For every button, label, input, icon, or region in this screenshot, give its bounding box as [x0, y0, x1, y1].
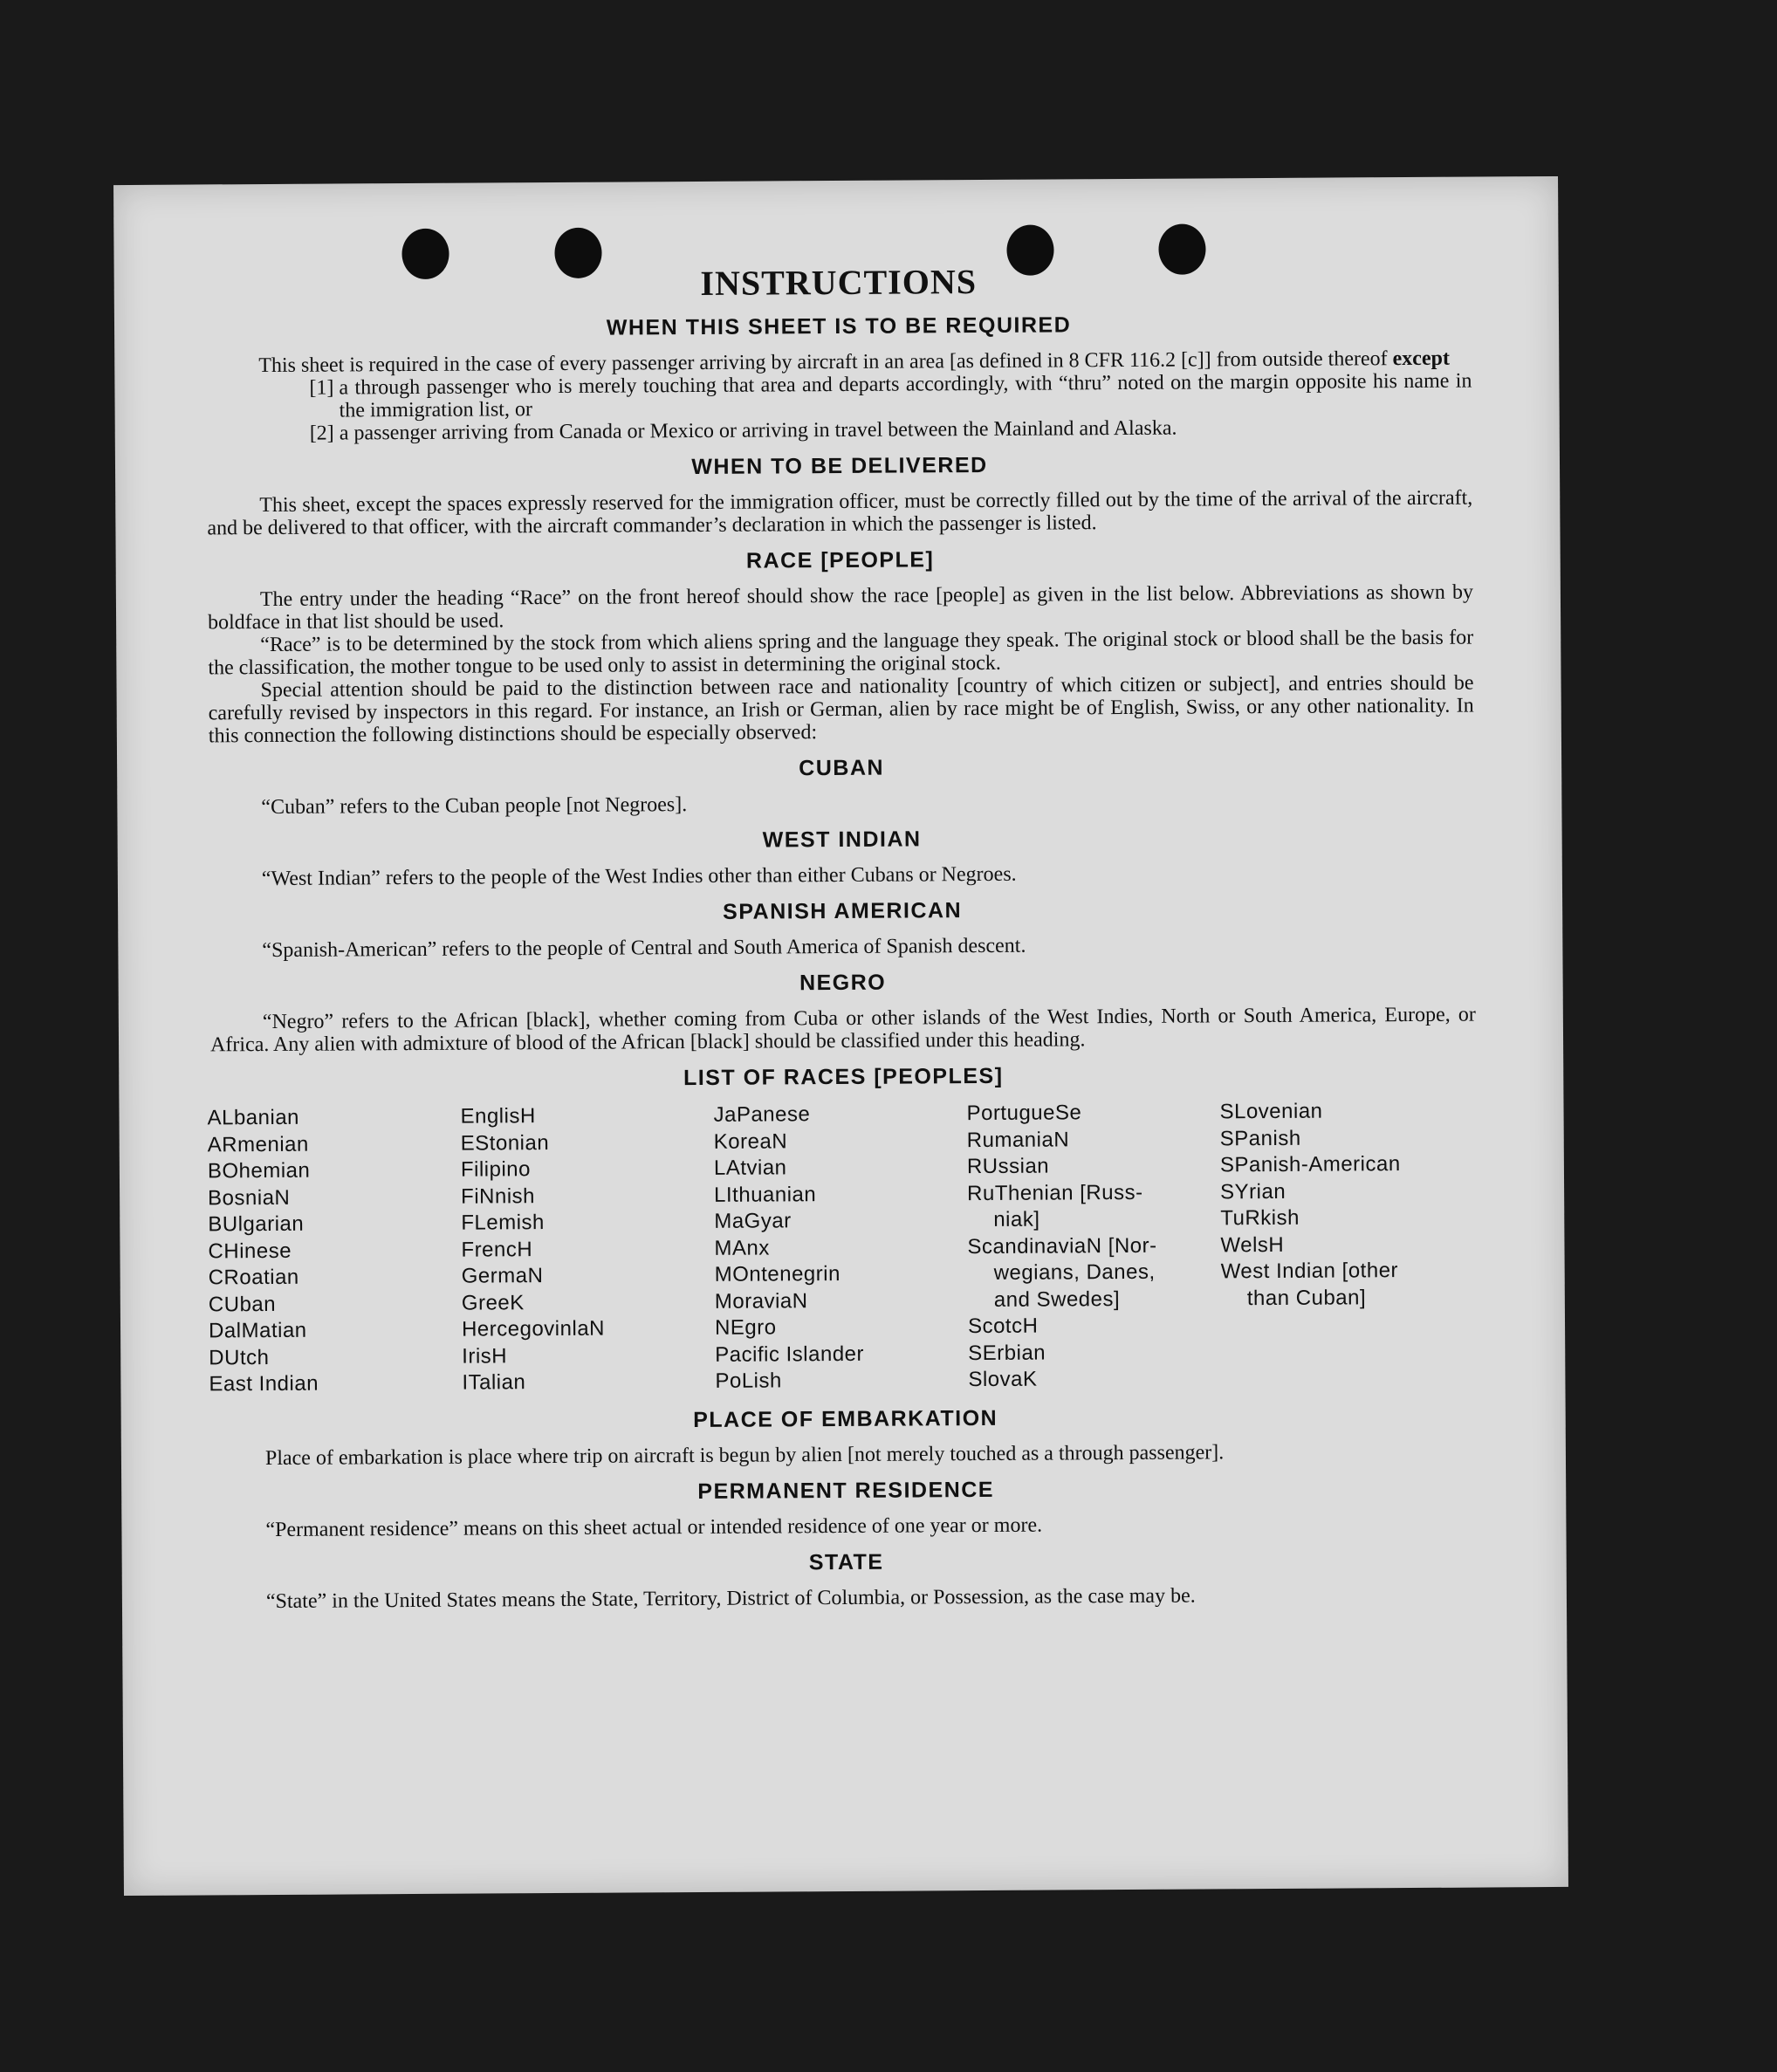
exception-item-2: [2] a passenger arriving from Canada or Mexico or arriving in travel between the Mainland and Alaska. — [309, 416, 1177, 445]
page-title: INSTRUCTIONS — [700, 262, 978, 303]
section-heading-list-of-races: LIST OF RACES [PEOPLES] — [683, 1063, 1004, 1091]
race-entry: ALbanian — [207, 1105, 300, 1130]
race-entry: LAtvian — [713, 1156, 787, 1180]
race-entry: BUlgarian — [208, 1211, 305, 1237]
races-column — [1219, 1098, 1474, 1392]
races-list — [207, 1098, 1478, 1398]
race-entry: MOntenegrin — [714, 1262, 840, 1286]
race-entry: PoLish — [715, 1369, 782, 1393]
race-entry: SLovenian — [1219, 1099, 1323, 1124]
section-heading-when-required: WHEN THIS SHEET IS TO BE REQUIRED — [606, 312, 1072, 340]
race-entry: MoraviaN — [714, 1288, 808, 1314]
race-entry: than Cuban] — [1246, 1285, 1367, 1310]
race-entry: LIthuanian — [714, 1182, 817, 1207]
section-heading-spanish-american: SPANISH AMERICAN — [723, 898, 963, 924]
section-heading-negro: NEGRO — [799, 970, 887, 996]
race-entry: CRoatian — [208, 1265, 299, 1290]
race-entry: wegians, Danes, — [993, 1259, 1156, 1285]
race-entry: JaPanese — [713, 1102, 811, 1127]
section-heading-cuban: CUBAN — [799, 755, 885, 781]
races-column — [713, 1101, 968, 1395]
when-delivered-text: This sheet, except the spaces expressly reserved for the immigration officer, must be correctly filled out by the time of the arrival of the aircraft, and be delivered to that officer, with the aircraft commander’s declaration in which the passenger is listed. — [207, 486, 1473, 540]
race-entry: Filipino — [460, 1157, 532, 1182]
negro-text: “Negro” refers to the African [black], whether coming from Cuba or other islands of the West Indies, North or South America, Europe, or Africa. Any alien with admixture of blood of the African [black] should be classified under this heading. — [209, 1003, 1476, 1057]
race-entry: ScandinaviaN [Nor- — [967, 1233, 1157, 1259]
race-entry: FiNnish — [461, 1184, 536, 1209]
race-entry: PortugueSe — [966, 1101, 1082, 1126]
section-heading-state: STATE — [808, 1549, 884, 1575]
races-column — [207, 1104, 462, 1398]
race-entry: MaGyar — [714, 1209, 792, 1233]
section-heading-permanent-residence: PERMANENT RESIDENCE — [697, 1477, 995, 1504]
race-entry: RUssian — [966, 1154, 1050, 1179]
spanish-american-text: “Spanish-American” refers to the people of Central and South America of Spanish descent. — [262, 934, 1026, 963]
race-entry: SErbian — [968, 1341, 1046, 1365]
instructions-content — [206, 260, 1479, 1613]
exception-item-1: [1] a through passenger who is merely touching that area and departs accordingly, with “thru” noted on the margin opposite his name in the immigration list, or — [309, 369, 1472, 422]
race-entry: CHinese — [208, 1238, 292, 1263]
race-entry: East Indian — [209, 1371, 319, 1396]
race-entry: GreeK — [461, 1290, 525, 1315]
section-heading-embarkation: PLACE OF EMBARKATION — [693, 1405, 998, 1432]
race-entry: ARmenian — [207, 1132, 309, 1156]
embarkation-text: Place of embarkation is place where trip on aircraft is begun by alien [not merely touched as a through passenger]. — [264, 1440, 1225, 1470]
race-entry: GermaN — [461, 1264, 544, 1288]
race-paragraph-1: The entry under the heading “Race” on the front hereof should show the race [people] as given in the list below. Abbreviations as shown by boldface in that list should be used. — [208, 580, 1473, 635]
race-entry: KoreaN — [713, 1129, 788, 1154]
race-entry: HercegovinlaN — [461, 1316, 606, 1341]
race-entry: RuThenian [Russ- — [967, 1180, 1143, 1205]
race-entry: FrencH — [461, 1237, 533, 1262]
race-entry: MAnx — [714, 1236, 770, 1260]
west-indian-text: “West Indian” refers to the people of the West Indies other than either Cubans or Negroes. — [261, 862, 1017, 891]
race-entry: BosniaN — [208, 1185, 291, 1210]
races-column — [966, 1099, 1221, 1393]
race-entry: West Indian [other — [1220, 1259, 1399, 1284]
race-entry: SPanish — [1219, 1126, 1301, 1150]
race-entry: Pacific Islander — [715, 1341, 865, 1367]
when-required-intro: This sheet is required in the case of every passenger arriving by aircraft in an area [as defined in 8 CFR 116.2 [c]] from outside thereof except — [258, 346, 1450, 378]
document-sheet — [113, 176, 1568, 1896]
race-entry: IrisH — [462, 1343, 508, 1369]
race-entry: EnglisH — [460, 1104, 536, 1129]
race-entry: niak] — [993, 1207, 1040, 1232]
section-heading-race: RACE [PEOPLE] — [745, 547, 935, 573]
race-entry: WelsH — [1220, 1232, 1285, 1257]
race-entry: SYrian — [1220, 1179, 1286, 1204]
race-entry: CUban — [208, 1292, 277, 1316]
state-text: “State” in the United States means the State, Territory, District of Columbia, or Possession, as the case may be. — [265, 1584, 1196, 1613]
section-heading-west-indian: WEST INDIAN — [762, 827, 922, 853]
race-entry: ScotcH — [967, 1314, 1039, 1339]
race-entry: SPanish-American — [1219, 1152, 1401, 1177]
race-entry: BOhemian — [207, 1158, 311, 1184]
cuban-text: “Cuban” refers to the Cuban people [not Negroes]. — [261, 793, 688, 820]
race-entry: DUtch — [209, 1345, 270, 1369]
race-entry: ITalian — [462, 1370, 526, 1395]
race-entry: RumaniaN — [966, 1127, 1070, 1152]
race-paragraph-3: Special attention should be paid to the distinction between race and nationality [country of which citizen or subject], and entries should be carefully revised by inspectors in this regard. For instance, an Irish or German, alien by race might be of English, Swiss, or any other nationality. In this connection the following distinctions should be especially observed: — [208, 671, 1474, 748]
race-entry: SlovaK — [968, 1367, 1038, 1392]
races-column — [460, 1102, 715, 1396]
race-entry: EStonian — [460, 1130, 550, 1156]
race-entry: FLemish — [461, 1211, 545, 1235]
race-entry: and Swedes] — [993, 1286, 1121, 1312]
permanent-residence-text: “Permanent residence” means on this sheet actual or intended residence of one year or more. — [265, 1513, 1043, 1541]
race-entry: TuRkish — [1220, 1205, 1300, 1231]
race-entry: NEgro — [714, 1315, 777, 1340]
race-entry: DalMatian — [208, 1318, 307, 1343]
race-paragraph-2: “Race” is to be determined by the stock from which aliens spring and the language they speak. The original stock or blood shall be the basis for the classification, the mother tongue to be used only to assist in determining the original stock. — [208, 626, 1474, 680]
section-heading-when-delivered: WHEN TO BE DELIVERED — [691, 452, 988, 480]
